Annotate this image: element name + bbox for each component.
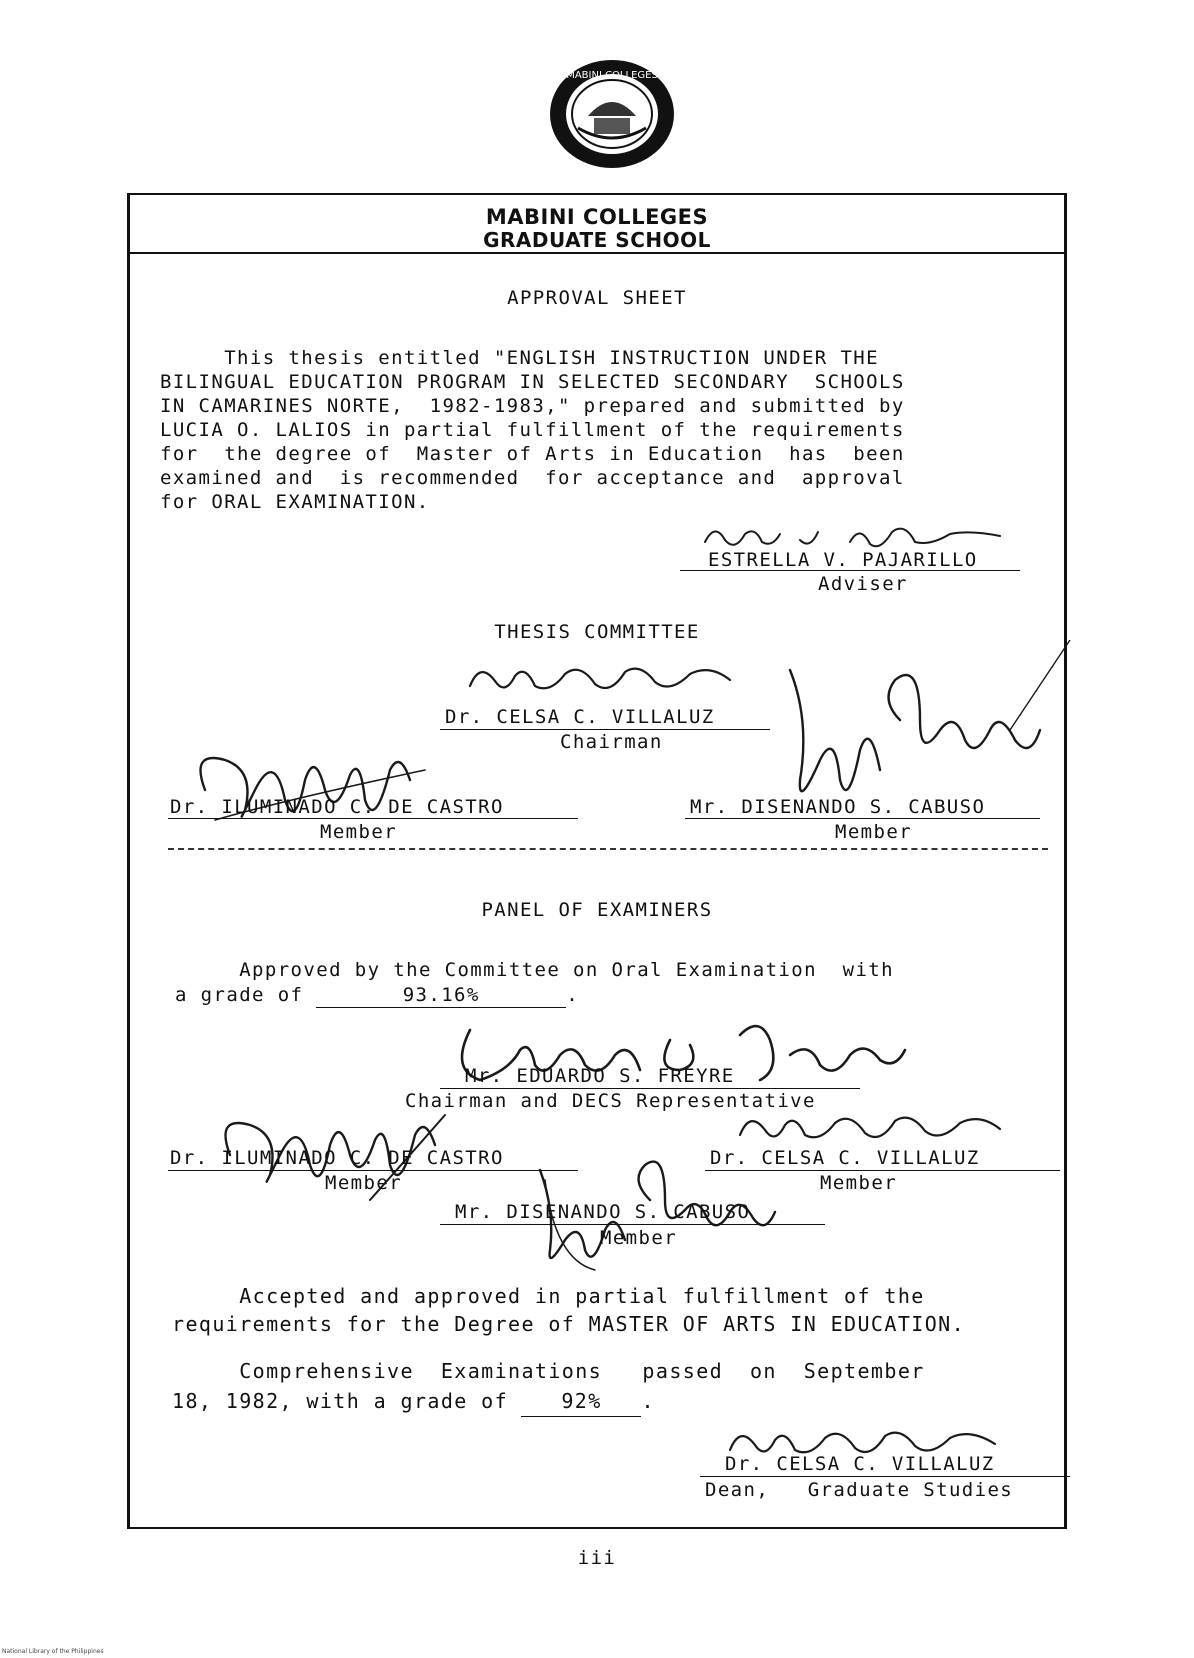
dean-name: Dr. CELSA C. VILLALUZ bbox=[725, 1453, 995, 1475]
svg-text:MABINI COLLEGES: MABINI COLLEGES bbox=[566, 70, 658, 81]
panel-member-right-role: Member bbox=[820, 1172, 898, 1194]
approval-sheet-title: APPROVAL SHEET bbox=[507, 287, 687, 309]
comprehensive-prefix: 18, 1982, with a grade of bbox=[172, 1389, 509, 1413]
dean-signature-line bbox=[700, 1476, 1070, 1477]
acceptance-paragraph bbox=[172, 1282, 965, 1338]
committee-chairman-name: Dr. CELSA C. VILLALUZ bbox=[445, 706, 715, 728]
paragraph-line: BILINGUAL EDUCATION PROGRAM IN SELECTED SECONDARY SCHOOLS bbox=[160, 371, 905, 393]
panel-approved-line: Approved by the Committee on Oral Examination with bbox=[175, 959, 894, 981]
panel-grade-line bbox=[175, 983, 579, 1008]
grade-prefix: a grade of bbox=[175, 984, 304, 1006]
graduate-school-title: GRADUATE SCHOOL bbox=[483, 228, 711, 252]
thesis-committee-title: THESIS COMMITTEE bbox=[494, 621, 700, 643]
panel-member-right-name: Dr. CELSA C. VILLALUZ bbox=[710, 1147, 980, 1169]
comprehensive-line: Comprehensive Examinations passed on September bbox=[172, 1359, 925, 1383]
comprehensive-paragraph bbox=[172, 1356, 925, 1417]
grade-suffix: . bbox=[566, 984, 580, 1006]
paragraph-line: This thesis entitled "ENGLISH INSTRUCTION UNDER THE bbox=[160, 347, 879, 369]
committee-chairman-role: Chairman bbox=[560, 731, 663, 753]
archive-footer: National Library of the Philippines bbox=[2, 1648, 104, 1655]
paragraph-line: IN CAMARINES NORTE, 1982-1983," prepared and submitted by bbox=[160, 395, 905, 417]
adviser-name: ESTRELLA V. PAJARILLO bbox=[708, 549, 978, 571]
page-number: iii bbox=[577, 1547, 617, 1569]
panel-member-center-role: Member bbox=[600, 1227, 678, 1249]
panel-member-center-line bbox=[440, 1224, 825, 1225]
panel-title: PANEL OF EXAMINERS bbox=[481, 899, 713, 921]
panel-member-left-role: Member bbox=[325, 1172, 403, 1194]
paragraph-line: LUCIA O. LALIOS in partial fulfillment of the requirements bbox=[160, 419, 905, 441]
header-rule bbox=[127, 252, 1067, 254]
acceptance-line: requirements for the Degree of MASTER OF ARTS IN EDUCATION. bbox=[172, 1312, 966, 1336]
comprehensive-grade-value: 92% bbox=[521, 1386, 641, 1417]
paragraph-line: examined and is recommended for acceptance and approval bbox=[160, 467, 905, 489]
panel-chairman-role: Chairman and DECS Representative bbox=[405, 1090, 816, 1112]
college-seal bbox=[548, 58, 676, 170]
thesis-paragraph bbox=[160, 346, 905, 514]
panel-member-center-name: Mr. DISENANDO S. CABUSO bbox=[455, 1201, 751, 1223]
paragraph-line: for the degree of Master of Arts in Education has been bbox=[160, 443, 905, 465]
panel-chairman-name: Mr. EDUARDO S. FREYRE bbox=[465, 1065, 735, 1087]
committee-member-right-name: Mr. DISENANDO S. CABUSO bbox=[690, 796, 986, 818]
dean-role: Dean, Graduate Studies bbox=[705, 1479, 1014, 1501]
comprehensive-grade-line bbox=[172, 1386, 925, 1417]
committee-member-left-name: Dr. ILUMINADO C. DE CASTRO bbox=[170, 796, 504, 818]
panel-grade-value: 93.16% bbox=[316, 983, 566, 1008]
section-divider bbox=[168, 848, 1048, 850]
adviser-role: Adviser bbox=[818, 573, 908, 595]
institution-name: MABINI COLLEGES bbox=[485, 205, 709, 229]
committee-member-right-role: Member bbox=[835, 821, 913, 843]
panel-member-left-name: Dr. ILUMINADO C. DE CASTRO bbox=[170, 1147, 504, 1169]
comprehensive-suffix: . bbox=[641, 1389, 655, 1413]
committee-member-left-role: Member bbox=[320, 821, 398, 843]
acceptance-line: Accepted and approved in partial fulfillment of the bbox=[172, 1284, 925, 1308]
paragraph-line: for ORAL EXAMINATION. bbox=[160, 491, 430, 513]
